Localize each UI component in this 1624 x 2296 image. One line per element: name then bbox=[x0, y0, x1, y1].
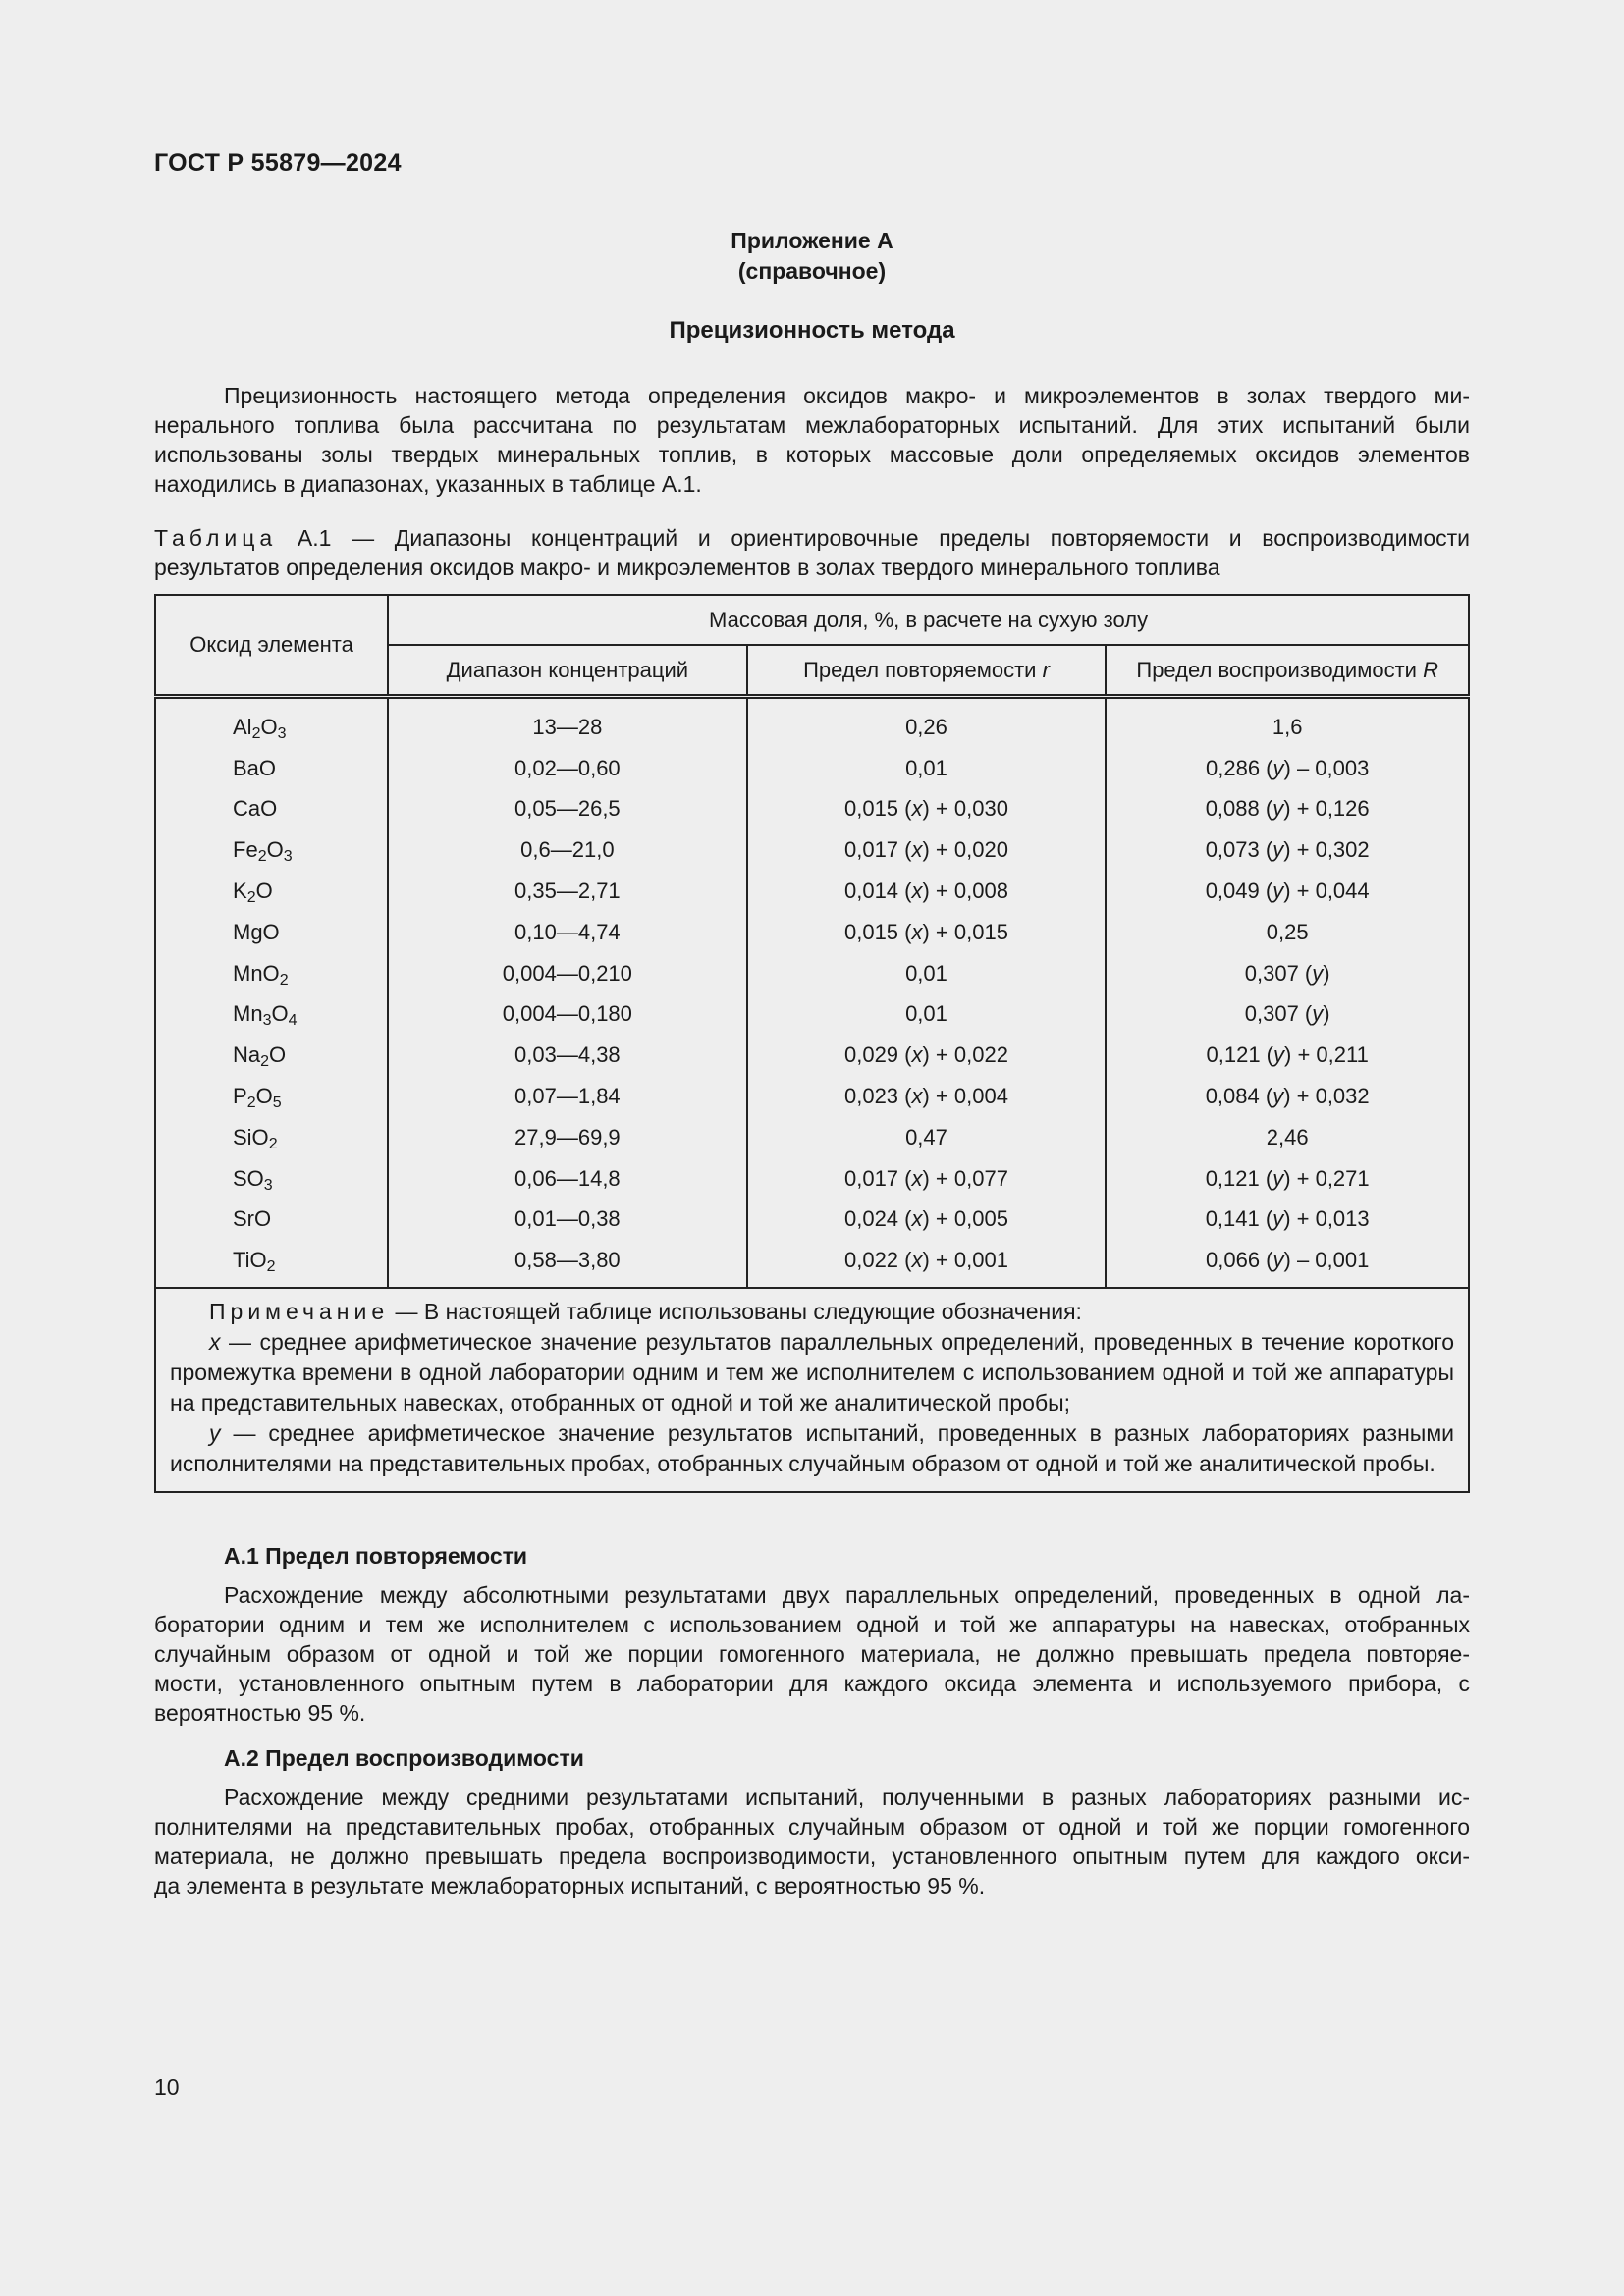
col-header-group: Массовая доля, %, в расчете на сухую золу bbox=[388, 595, 1469, 645]
appendix-title: Приложение А bbox=[731, 228, 893, 253]
reproducibility-cell: 0,121 (y) + 0,271 bbox=[1106, 1158, 1469, 1200]
table-row bbox=[155, 912, 1469, 953]
repeatability-variable: x bbox=[911, 1042, 923, 1068]
repeatability-variable: x bbox=[911, 1084, 923, 1109]
oxide-cell bbox=[155, 994, 388, 1036]
table-row bbox=[155, 1240, 1469, 1288]
oxide-cell bbox=[155, 1200, 388, 1241]
note-intro bbox=[170, 1297, 1454, 1327]
oxide-formula-part: Na bbox=[233, 1042, 261, 1068]
oxide-subscript: 2 bbox=[279, 971, 289, 988]
col-header-range: Диапазон концентраций bbox=[388, 645, 747, 697]
oxide-cell bbox=[155, 697, 388, 748]
range-cell: 0,004—0,210 bbox=[388, 953, 747, 994]
range-cell: 0,01—0,38 bbox=[388, 1200, 747, 1241]
repeatability-variable: x bbox=[911, 919, 923, 944]
col-header-repeatability-symbol: r bbox=[1042, 657, 1050, 682]
range-cell: 0,58—3,80 bbox=[388, 1240, 747, 1288]
col-header-repeatability-label: Предел повторяемости bbox=[803, 657, 1037, 682]
oxide-cell bbox=[155, 829, 388, 871]
intro-line-1: Прецизионность настоящего метода определения оксидов макро- и микроэлементов в золах твердого ми- bbox=[224, 383, 1470, 408]
intro-line-4: находились в диапазонах, указанных в таблице А.1. bbox=[154, 471, 702, 497]
oxide-cell bbox=[155, 912, 388, 953]
oxide-subscript: 3 bbox=[262, 1012, 272, 1030]
oxide-formula-part: BaO bbox=[233, 755, 277, 780]
repeatability-variable: x bbox=[911, 796, 923, 822]
range-cell: 0,03—4,38 bbox=[388, 1035, 747, 1076]
table-caption-line-1 bbox=[154, 523, 1470, 553]
oxide-subscript: 2 bbox=[268, 1135, 278, 1152]
oxide-formula-part: SO bbox=[233, 1165, 264, 1191]
reproducibility-variable: y bbox=[1272, 837, 1284, 863]
oxide-cell bbox=[155, 789, 388, 830]
appendix-subtitle: (справочное) bbox=[737, 258, 887, 284]
oxide-cell bbox=[155, 871, 388, 912]
reproducibility-variable: y bbox=[1312, 1001, 1324, 1027]
oxide-cell bbox=[155, 1117, 388, 1158]
reproducibility-cell: 2,46 bbox=[1106, 1117, 1469, 1158]
oxide-formula-part: MnO bbox=[233, 960, 280, 986]
oxide-cell bbox=[155, 1076, 388, 1117]
oxide-formula-part: O bbox=[269, 1042, 287, 1068]
oxide-formula-part: SiO bbox=[233, 1124, 269, 1149]
repeatability-cell: 0,47 bbox=[747, 1117, 1107, 1158]
reproducibility-cell: 0,25 bbox=[1106, 912, 1469, 953]
note-y-symbol: y bbox=[209, 1420, 221, 1447]
table-row bbox=[155, 953, 1469, 994]
section-a2-heading: А.2 Предел воспроизводимости bbox=[224, 1745, 584, 1771]
oxide-subscript: 2 bbox=[251, 724, 261, 742]
table-row bbox=[155, 829, 1469, 871]
a1-line-4: мости, установленного опытным путем в лаборатории для каждого оксида элемента и используемого прибора, с bbox=[154, 1671, 1470, 1696]
section-title: Прецизионность метода bbox=[669, 317, 955, 344]
table-row bbox=[155, 697, 1469, 748]
a2-line-3: материала, не должно превышать предела воспроизводимости, установленного опытным путем для каждого окси- bbox=[154, 1843, 1470, 1869]
reproducibility-variable: y bbox=[1272, 755, 1284, 780]
reproducibility-cell: 0,121 (y) + 0,211 bbox=[1106, 1035, 1469, 1076]
oxide-formula-part: O bbox=[271, 1001, 289, 1027]
oxide-subscript: 2 bbox=[257, 848, 267, 866]
oxide-cell bbox=[155, 1035, 388, 1076]
note-y bbox=[170, 1418, 1454, 1479]
oxide-formula-part: SrO bbox=[233, 1206, 272, 1232]
reproducibility-variable: y bbox=[1272, 1206, 1284, 1232]
section-a1-paragraph bbox=[154, 1580, 1470, 1728]
col-header-reproducibility bbox=[1106, 645, 1469, 697]
table-caption-text: А.1 — Диапазоны концентраций и ориентировочные пределы повторяемости и воспроизводимости bbox=[277, 525, 1470, 551]
reproducibility-cell: 0,066 (y) – 0,001 bbox=[1106, 1240, 1469, 1288]
a1-line-1: Расхождение между абсолютными результатами двух параллельных определений, проведенных в одной ла- bbox=[224, 1582, 1470, 1608]
range-cell: 0,35—2,71 bbox=[388, 871, 747, 912]
a2-line-4: да элемента в результате межлабораторных испытаний, с вероятностью 95 %. bbox=[154, 1873, 986, 1898]
repeatability-cell: 0,023 (x) + 0,004 bbox=[747, 1076, 1107, 1117]
repeatability-cell: 0,01 bbox=[747, 748, 1107, 789]
oxide-subscript: 2 bbox=[246, 889, 256, 907]
repeatability-cell: 0,017 (x) + 0,077 bbox=[747, 1158, 1107, 1200]
table-caption bbox=[154, 523, 1470, 582]
col-header-reproducibility-symbol: R bbox=[1423, 657, 1438, 682]
reproducibility-cell: 0,088 (y) + 0,126 bbox=[1106, 789, 1469, 830]
reproducibility-cell: 0,307 (y) bbox=[1106, 953, 1469, 994]
oxide-subscript: 3 bbox=[277, 724, 287, 742]
table-row bbox=[155, 789, 1469, 830]
oxide-formula-part: CaO bbox=[233, 796, 278, 822]
oxide-formula-part: Mn bbox=[233, 1001, 263, 1027]
note-label: Примечание bbox=[209, 1299, 390, 1325]
repeatability-variable: x bbox=[911, 837, 923, 863]
oxide-formula-part: O bbox=[255, 1084, 273, 1109]
note-x-text: — среднее арифметическое значение результатов параллельных определений, проведенных в течение короткого промежутка времени в одной лаборатории одним и тем же исполнителем с использованием одной и той же аппаратуры на представительных навесках, отобранных от одной и той же аналитической пробы; bbox=[170, 1329, 1454, 1416]
table-row bbox=[155, 1117, 1469, 1158]
repeatability-cell: 0,024 (x) + 0,005 bbox=[747, 1200, 1107, 1241]
oxide-subscript: 3 bbox=[263, 1176, 273, 1194]
reproducibility-cell: 0,049 (y) + 0,044 bbox=[1106, 871, 1469, 912]
range-cell: 0,004—0,180 bbox=[388, 994, 747, 1036]
oxide-subscript: 5 bbox=[272, 1095, 282, 1112]
col-header-reproducibility-label: Предел воспроизводимости bbox=[1136, 657, 1417, 682]
reproducibility-variable: y bbox=[1273, 1042, 1284, 1068]
repeatability-cell: 0,022 (x) + 0,001 bbox=[747, 1240, 1107, 1288]
range-cell: 0,07—1,84 bbox=[388, 1076, 747, 1117]
repeatability-cell: 0,26 bbox=[747, 697, 1107, 748]
oxide-formula-part: O bbox=[260, 714, 278, 739]
range-cell: 13—28 bbox=[388, 697, 747, 748]
table-caption-line-2: результатов определения оксидов макро- и микроэлементов в золах твердого минерального топлива bbox=[154, 555, 1220, 580]
reproducibility-cell: 0,141 (y) + 0,013 bbox=[1106, 1200, 1469, 1241]
table-caption-label: Таблица bbox=[154, 525, 278, 551]
repeatability-cell: 0,015 (x) + 0,030 bbox=[747, 789, 1107, 830]
range-cell: 0,06—14,8 bbox=[388, 1158, 747, 1200]
repeatability-cell: 0,029 (x) + 0,022 bbox=[747, 1035, 1107, 1076]
range-cell: 0,05—26,5 bbox=[388, 789, 747, 830]
table-header-row-1 bbox=[155, 595, 1469, 645]
oxide-formula-part: Fe bbox=[233, 837, 258, 863]
repeatability-variable: x bbox=[911, 1165, 923, 1191]
repeatability-cell: 0,017 (x) + 0,020 bbox=[747, 829, 1107, 871]
table-row bbox=[155, 1158, 1469, 1200]
range-cell: 0,10—4,74 bbox=[388, 912, 747, 953]
table-row bbox=[155, 871, 1469, 912]
reproducibility-variable: y bbox=[1312, 960, 1324, 986]
oxide-subscript: 4 bbox=[288, 1012, 298, 1030]
repeatability-cell: 0,01 bbox=[747, 994, 1107, 1036]
oxide-formula-part: P bbox=[233, 1084, 247, 1109]
reproducibility-cell: 0,286 (y) – 0,003 bbox=[1106, 748, 1469, 789]
repeatability-variable: x bbox=[911, 1206, 923, 1232]
repeatability-cell: 0,014 (x) + 0,008 bbox=[747, 871, 1107, 912]
table-note-row bbox=[155, 1288, 1469, 1492]
range-cell: 0,6—21,0 bbox=[388, 829, 747, 871]
oxide-subscript: 2 bbox=[246, 1095, 256, 1112]
reproducibility-cell: 1,6 bbox=[1106, 697, 1469, 748]
repeatability-variable: x bbox=[911, 1248, 923, 1273]
precision-table bbox=[154, 594, 1470, 1493]
col-header-oxide: Оксид элемента bbox=[155, 595, 388, 697]
table-row bbox=[155, 1076, 1469, 1117]
repeatability-variable: x bbox=[911, 879, 923, 904]
oxide-cell bbox=[155, 1240, 388, 1288]
table-body bbox=[155, 697, 1469, 1289]
oxide-subscript: 2 bbox=[266, 1258, 276, 1276]
document-id: ГОСТ Р 55879—2024 bbox=[154, 149, 402, 177]
appendix-heading bbox=[154, 226, 1470, 287]
reproducibility-cell: 0,084 (y) + 0,032 bbox=[1106, 1076, 1469, 1117]
repeatability-cell: 0,015 (x) + 0,015 bbox=[747, 912, 1107, 953]
oxide-cell bbox=[155, 1158, 388, 1200]
repeatability-cell: 0,01 bbox=[747, 953, 1107, 994]
reproducibility-variable: y bbox=[1272, 879, 1284, 904]
a1-line-5: вероятностью 95 %. bbox=[154, 1700, 366, 1726]
oxide-formula-part: MgO bbox=[233, 919, 280, 944]
a2-line-1: Расхождение между средними результатами испытаний, полученными в разных лабораториях разными ис- bbox=[224, 1785, 1470, 1810]
section-a2-paragraph bbox=[154, 1783, 1470, 1900]
intro-paragraph bbox=[154, 381, 1470, 499]
a2-line-2: полнителями на представительных пробах, отобранных случайным образом от одной и той же порции гомогенного bbox=[154, 1814, 1470, 1840]
intro-line-2: нерального топлива была рассчитана по результатам межлабораторных испытаний. Для этих испытаний были bbox=[154, 412, 1470, 438]
note-x bbox=[170, 1327, 1454, 1418]
oxide-formula-part: O bbox=[266, 837, 284, 863]
reproducibility-cell: 0,307 (y) bbox=[1106, 994, 1469, 1036]
intro-line-3: использованы золы твердых минеральных топлив, в которых массовые доли определяемых оксидов элементов bbox=[154, 442, 1470, 467]
oxide-cell bbox=[155, 953, 388, 994]
oxide-formula-part: TiO bbox=[233, 1248, 267, 1273]
reproducibility-variable: y bbox=[1272, 1165, 1284, 1191]
oxide-subscript: 2 bbox=[260, 1053, 270, 1071]
section-a1-heading: А.1 Предел повторяемости bbox=[224, 1543, 528, 1569]
reproducibility-cell: 0,073 (y) + 0,302 bbox=[1106, 829, 1469, 871]
oxide-subscript: 3 bbox=[283, 848, 293, 866]
page-number: 10 bbox=[154, 2074, 180, 2100]
oxide-formula-part: Al bbox=[233, 714, 252, 739]
table-note bbox=[155, 1288, 1469, 1492]
note-y-text: — среднее арифметическое значение результатов испытаний, проведенных в разных лабораториях разными исполнителями на представительных пробах, отобранных случайным образом от одной и той же аналитической пробы. bbox=[170, 1420, 1454, 1477]
range-cell: 27,9—69,9 bbox=[388, 1117, 747, 1158]
reproducibility-variable: y bbox=[1272, 796, 1284, 822]
reproducibility-variable: y bbox=[1272, 1084, 1284, 1109]
note-intro-text: — В настоящей таблице использованы следующие обозначения: bbox=[389, 1299, 1082, 1325]
a1-line-2: боратории одним и тем же исполнителем с использованием одной и той же аппаратуры на навесках, отобранных bbox=[154, 1612, 1470, 1637]
table-row bbox=[155, 1035, 1469, 1076]
note-x-symbol: x bbox=[209, 1329, 221, 1356]
table-row bbox=[155, 748, 1469, 789]
oxide-formula-part: K bbox=[233, 879, 247, 904]
table-row bbox=[155, 994, 1469, 1036]
a1-line-3: случайным образом от одной и той же порции гомогенного материала, не должно превышать предела повторяе- bbox=[154, 1641, 1470, 1667]
oxide-cell bbox=[155, 748, 388, 789]
reproducibility-variable: y bbox=[1272, 1248, 1284, 1273]
table-row bbox=[155, 1200, 1469, 1241]
oxide-formula-part: O bbox=[255, 879, 273, 904]
range-cell: 0,02—0,60 bbox=[388, 748, 747, 789]
col-header-repeatability bbox=[747, 645, 1107, 697]
